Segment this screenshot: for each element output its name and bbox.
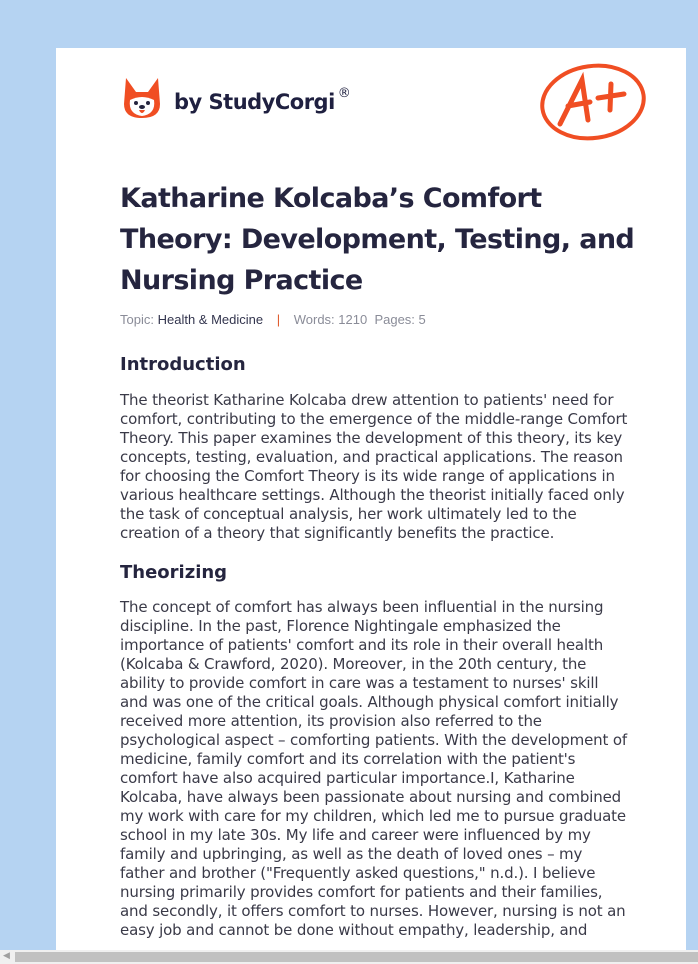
document-title: Katharine Kolcaba’s Comfort Theory: Development, Testing, and Nursing Practice — [120, 183, 635, 296]
section-text-introduction: The theorist Katharine Kolcaba drew attention to patients' need for comfort, contributing to the emergence of the middle-range Comfort Theory. This paper examines the development of this theory, its key concepts, testing, evaluation, and practical applications. The reason for choosing the Comfort Theory is its wide range of applications in various healthcare settings. Although the theorist initially faced only the task of conceptual analysis, her work ultimately led to the creation of a theory that significantly benefits the practice. — [120, 391, 628, 542]
studycorgi-logo[interactable] — [122, 76, 350, 120]
corgi-icon — [122, 76, 162, 120]
section-heading-theorizing: Theorizing — [120, 562, 228, 583]
a-plus-grade-icon — [538, 58, 648, 142]
page-count: Pages: 5 — [374, 312, 426, 327]
scroll-left-arrow-icon[interactable]: ◀ — [3, 951, 10, 961]
topic-link[interactable]: Health & Medicine — [157, 312, 264, 327]
word-count: Words: 1210 — [293, 312, 368, 327]
document-meta: Topic: Health & Medicine | Words: 1210 Pages: 5 — [120, 312, 426, 327]
section-text-theorizing: The concept of comfort has always been influential in the nursing discipline. In the past, Florence Nightingale emphasized the importance of patients' comfort and its role in their overall health (Kolcaba & Crawford, 2020). Moreover, in the 20th century, the ability to provide comfort in care was a testament to nurses' skill and was one of the critical goals. Although physical comfort initially received more attention, its provision also referred to the psychological aspect – comforting patients. With the development of medicine, family comfort and its correlation with the patient's comfort have also acquired particular importance.I, Katharine Kolcaba, have always been passionate about nursing and combined my work with care for my children, which led me to pursue graduate school in my late 30s. My life and career were influenced by my family and upbringing, as well as the death of loved ones – my father and brother ("Frequently asked questions," n.d.). I believe nursing primarily provides comfort for patients and their families, and secondly, it offers comfort to nurses. However, nursing is not an easy job and cannot be done without empathy, leadership, and — [120, 598, 628, 939]
scrollbar-thumb[interactable] — [15, 952, 698, 962]
brand-name: by StudyCorgi ® — [174, 86, 351, 114]
section-heading-introduction: Introduction — [120, 354, 246, 375]
horizontal-scrollbar[interactable] — [0, 950, 698, 964]
document-page — [56, 48, 686, 950]
